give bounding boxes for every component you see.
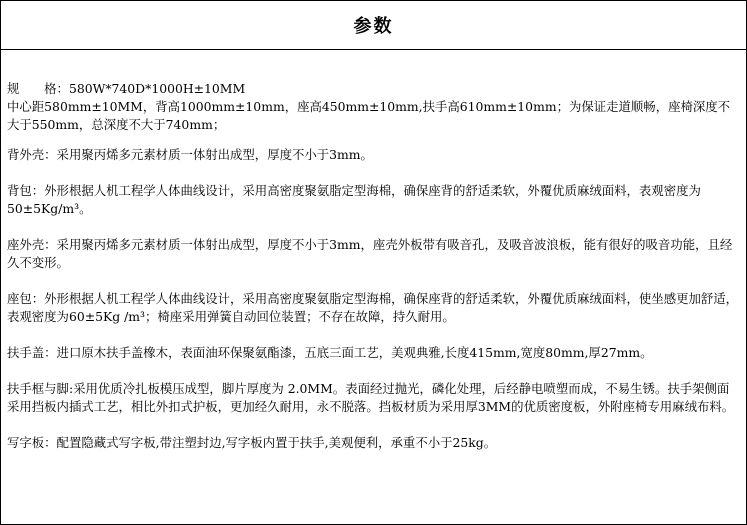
spec-armrest-cover: 扶手盖：进口原木扶手盖橡木，表面油环保聚氨酯漆，五底三面工艺，美观典雅,长度415mm,宽度80mm,厚27mm。: [7, 345, 653, 360]
spec-armrest-frame: 扶手框与脚:采用优质冷扎板模压成型，脚片厚度为 2.0MM。表面经过抛光，磷化处理，后经静电喷塑而成，不易生锈。扶手架侧面采用挡板内插式工艺，相比外扣式护板，更加经久耐用，永不脱落。挡板材质为采用厚3MM的优质密度板，外附座椅专用麻绒布料。: [7, 381, 735, 414]
spec-back-shell: 背外壳：采用聚丙烯多元素材质一体射出成型，厚度不小于3mm。: [7, 147, 373, 162]
spec-dimensions: 规 格：580W*740D*1000H±10MM: [7, 81, 246, 96]
spec-seat-shell: 座外壳：采用聚丙烯多元素材质一体射出成型，厚度不小于3mm，座壳外板带有吸音孔，及吸音波浪板，能有很好的吸音功能，且经久不变形。: [7, 237, 733, 270]
spec-writing-board: 写字板：配置隐藏式写字板,带注塑封边,写字板内置于扶手,美观便利，承重不小于25kg。: [7, 435, 497, 450]
spec-content: [1, 50, 746, 452]
spec-center-distance: 中心距580mm±10MM，背高1000mm±10mm，座高450mm±10mm,扶手高610mm±10mm；为保证走道顺畅，座椅深度不大于550mm，总深度不大于740mm；: [7, 99, 731, 132]
spec-seat-cushion: 座包：外形根据人机工程学人体曲线设计，采用高密度聚氨脂定型海棉，确保座背的舒适柔软，外覆优质麻绒面料，使坐感更加舒适，表观密度为60±5Kg /m³；椅座采用弹簧自动回位装置；不存在故障，持久耐用。: [7, 291, 739, 324]
title-row: [1, 1, 746, 50]
page-title: 参数: [353, 16, 394, 37]
spec-back-cushion: 背包：外形根据人机工程学人体曲线设计，采用高密度聚氨脂定型海棉，确保座背的舒适柔软，外覆优质麻绒面料，表观密度为50±5Kg/m³。: [7, 183, 701, 216]
